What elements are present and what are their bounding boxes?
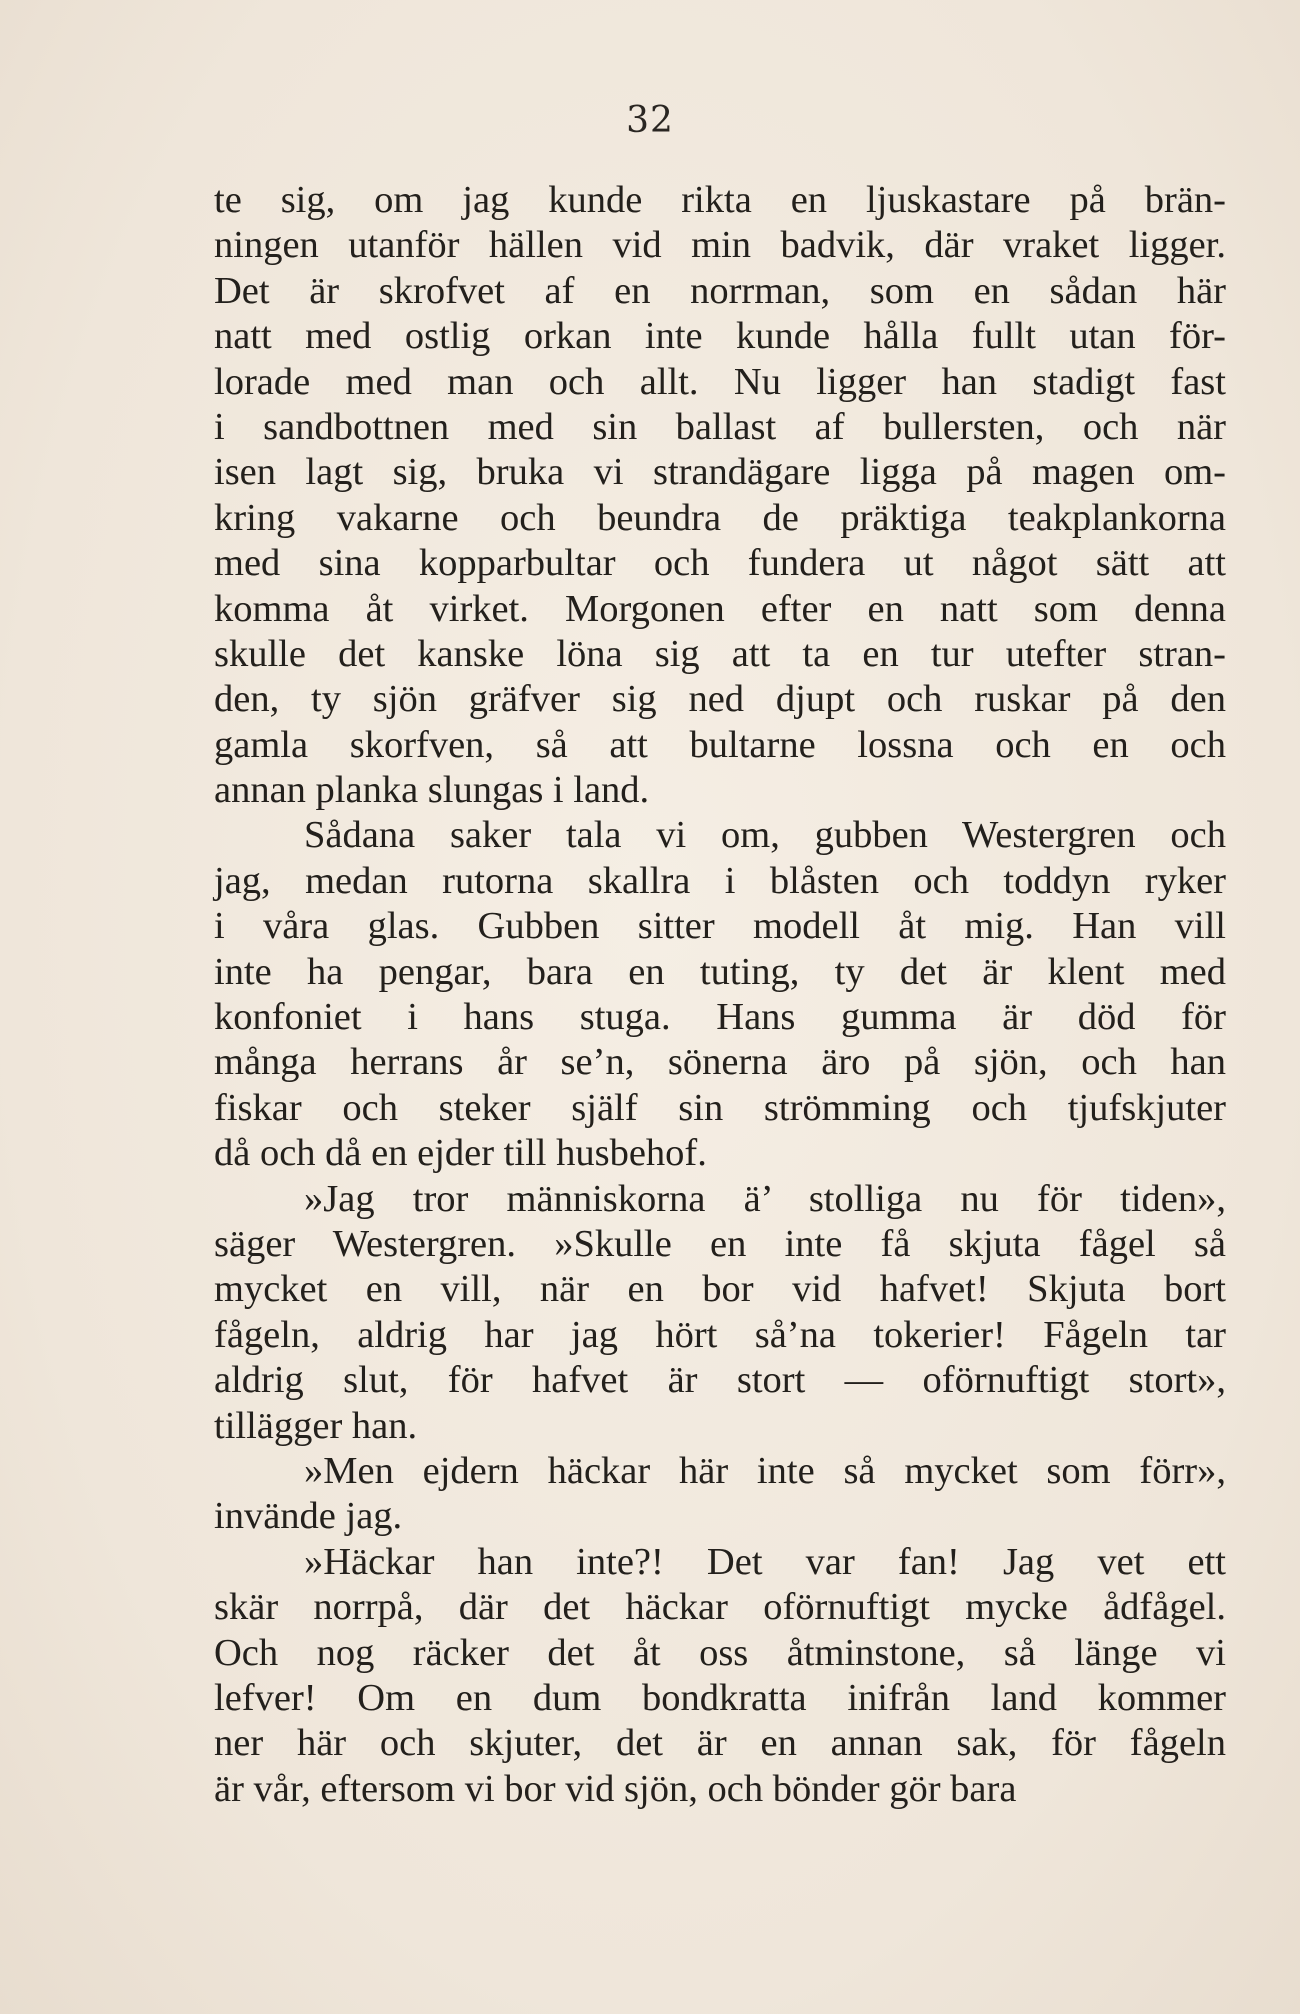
text-line: komma åt virket. Morgonen efter en natt som denna [214, 587, 1226, 630]
text-line: Och nog räcker det åt oss åtminstone, så länge vi [214, 1631, 1226, 1674]
text-line: inte ha pengar, bara en tuting, ty det är klent med [214, 950, 1226, 993]
text-line: ner här och skjuter, det är en annan sak, för fågeln [214, 1722, 1226, 1765]
text-line: i våra glas. Gubben sitter modell åt mig. Han vill [214, 905, 1226, 948]
text-line: då och då en ejder till husbehof. [214, 1132, 707, 1175]
page-number: 32 [626, 100, 674, 141]
text-line: mycket en vill, när en bor vid hafvet! Skjuta bort [214, 1268, 1226, 1311]
text-line: fågeln, aldrig har jag hört så’na tokerier! Fågeln tar [214, 1313, 1226, 1356]
text-line: säger Westergren. »Skulle en inte få skjuta fågel så [214, 1222, 1226, 1265]
body-text [214, 178, 1226, 1812]
paragraph [214, 1540, 1226, 1812]
text-line: kring vakarne och beundra de präktiga teakplankorna [214, 496, 1226, 539]
text-line: konfoniet i hans stuga. Hans gumma är död för [214, 996, 1226, 1039]
paragraph [214, 178, 1226, 813]
text-line: den, ty sjön gräfver sig ned djupt och ruskar på den [214, 678, 1226, 721]
text-line: skulle det kanske löna sig att ta en tur utefter stran- [214, 632, 1226, 675]
text-line: är vår, eftersom vi bor vid sjön, och bönder gör bara [214, 1767, 1017, 1810]
text-line: många herrans år se’n, sönerna äro på sjön, och han [214, 1041, 1226, 1084]
text-line: »Jag tror människorna ä’ stolliga nu för tiden», [304, 1177, 1226, 1220]
paragraph [214, 1177, 1226, 1449]
text-line: med sina kopparbultar och fundera ut något sätt att [214, 542, 1226, 585]
text-line: Det är skrofvet af en norrman, som en sådan här [214, 269, 1226, 312]
text-line: aldrig slut, för hafvet är stort — oförnuftigt stort», [214, 1359, 1226, 1402]
text-line: fiskar och steker själf sin strömming och tjufskjuter [214, 1086, 1226, 1129]
paragraph [214, 813, 1226, 1176]
text-line: skär norrpå, där det häckar oförnuftigt mycke ådfågel. [214, 1586, 1226, 1629]
text-line: tillägger han. [214, 1404, 418, 1447]
text-line: invände jag. [214, 1495, 403, 1538]
text-line: Sådana saker tala vi om, gubben Westergren och [304, 814, 1226, 857]
text-line: te sig, om jag kunde rikta en ljuskastare på brän- [214, 179, 1226, 221]
text-line: jag, medan rutorna skallra i blåsten och toddyn ryker [214, 859, 1226, 902]
text-line: natt med ostlig orkan inte kunde hålla fullt utan för- [214, 315, 1226, 358]
text-line: annan planka slungas i land. [214, 769, 650, 812]
text-line: isen lagt sig, bruka vi strandägare ligga på magen om- [214, 451, 1226, 494]
text-line: lorade med man och allt. Nu ligger han stadigt fast [214, 360, 1226, 403]
paragraph [214, 1449, 1226, 1540]
text-line: ningen utanför hällen vid min badvik, där vraket ligger. [214, 224, 1226, 267]
text-line: »Häckar han inte?! Det var fan! Jag vet ett [304, 1540, 1226, 1583]
text-line: gamla skorfven, så att bultarne lossna och en och [214, 723, 1226, 766]
text-line: i sandbottnen med sin ballast af bullersten, och när [214, 405, 1226, 448]
text-line: »Men ejdern häckar här inte så mycket som förr», [304, 1449, 1226, 1492]
text-line: lefver! Om en dum bondkratta inifrån land kommer [214, 1676, 1226, 1719]
